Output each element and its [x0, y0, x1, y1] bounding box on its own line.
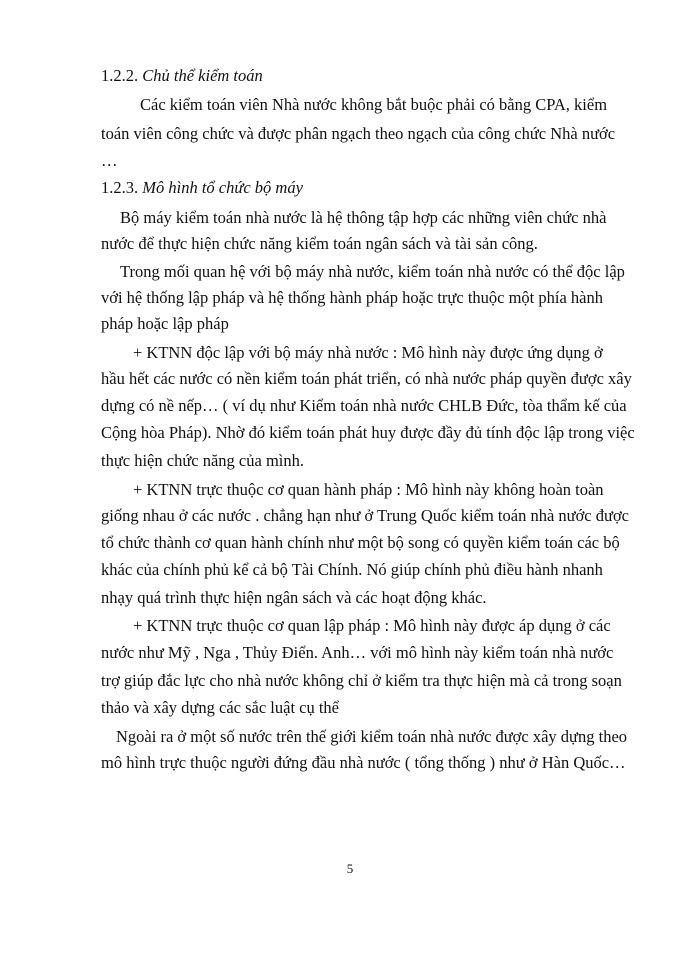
paragraph-line: + KTNN trực thuộc cơ quan lập pháp : Mô hình này được áp dụng ở các — [133, 616, 611, 635]
paragraph-line: nước như Mỹ , Nga , Thủy Điển. Anh… với mô hình này kiểm toán nhà nước — [101, 643, 614, 662]
section-title: Mô hình tổ chức bộ máy — [142, 178, 303, 197]
paragraph-line: tổ chức thành cơ quan hành chính như một bộ song có quyền kiểm toán các bộ — [101, 533, 620, 552]
paragraph-line: Bộ máy kiểm toán nhà nước là hệ thông tập hợp các những viên chức nhà — [120, 208, 607, 227]
section-heading-1-2-3 — [101, 178, 303, 198]
paragraph-line: Ngoài ra ở một số nước trên thế giới kiểm toán nhà nước được xây dựng theo — [116, 727, 628, 746]
section-number: 1.2.2. — [101, 66, 139, 85]
paragraph-line: dựng có nề nếp… ( ví dụ như Kiểm toán nhà nước CHLB Đức, tòa thẩm kế của — [101, 396, 627, 415]
section-title: Chủ thể kiểm toán — [142, 66, 263, 85]
paragraph-line: hầu hết các nước có nền kiểm toán phát triển, có nhà nước pháp quyền được xây — [101, 369, 632, 388]
paragraph-line: + KTNN trực thuộc cơ quan hành pháp : Mô hình này không hoàn toàn — [133, 480, 604, 499]
paragraph-line: + KTNN độc lập với bộ máy nhà nước : Mô hình này được ứng dụng ở — [133, 343, 603, 362]
paragraph-line: Các kiểm toán viên Nhà nước không bắt buộc phải có bằng CPA, kiểm — [140, 95, 608, 114]
paragraph-line: nước để thực hiện chức năng kiểm toán ngân sách và tài sản công. — [101, 234, 538, 253]
page-number: 5 — [346, 861, 354, 876]
paragraph-line: mô hình trực thuộc người đứng đầu nhà nước ( tổng thống ) như ở Hàn Quốc… — [101, 753, 626, 772]
section-heading-1-2-2 — [101, 66, 263, 86]
paragraph-line: trợ giúp đắc lực cho nhà nước không chỉ ở kiểm tra thực hiện mà cả trong soạn — [101, 671, 622, 690]
paragraph-line: nhạy quá trình thực hiện ngân sách và các hoạt động khác. — [101, 588, 487, 607]
paragraph-line: thực hiện chức năng của mình. — [101, 451, 304, 470]
paragraph-line: … — [101, 151, 118, 170]
paragraph-line: pháp hoặc lập pháp — [101, 314, 229, 333]
paragraph-line: thảo và xây dựng các sắc luật cụ thể — [101, 698, 340, 717]
paragraph-line: khác của chính phủ kể cả bộ Tài Chính. Nó giúp chính phủ điều hành nhanh — [101, 560, 603, 579]
section-number: 1.2.3. — [101, 178, 139, 197]
paragraph-line: toán viên công chức và được phân ngạch theo ngạch của công chức Nhà nước — [101, 124, 616, 143]
paragraph-line: giống nhau ở các nước . chẳng hạn như ở Trung Quốc kiểm toán nhà nước được — [101, 506, 629, 525]
paragraph-line: với hệ thống lập pháp và hệ thống hành pháp hoặc trực thuộc một phía hành — [101, 288, 604, 307]
paragraph-line: Trong mối quan hệ với bộ máy nhà nước, kiểm toán nhà nước có thể độc lập — [120, 262, 625, 281]
paragraph-line: Cộng hòa Pháp). Nhờ đó kiểm toán phát huy được đầy đủ tính độc lập trong việc — [101, 423, 635, 442]
